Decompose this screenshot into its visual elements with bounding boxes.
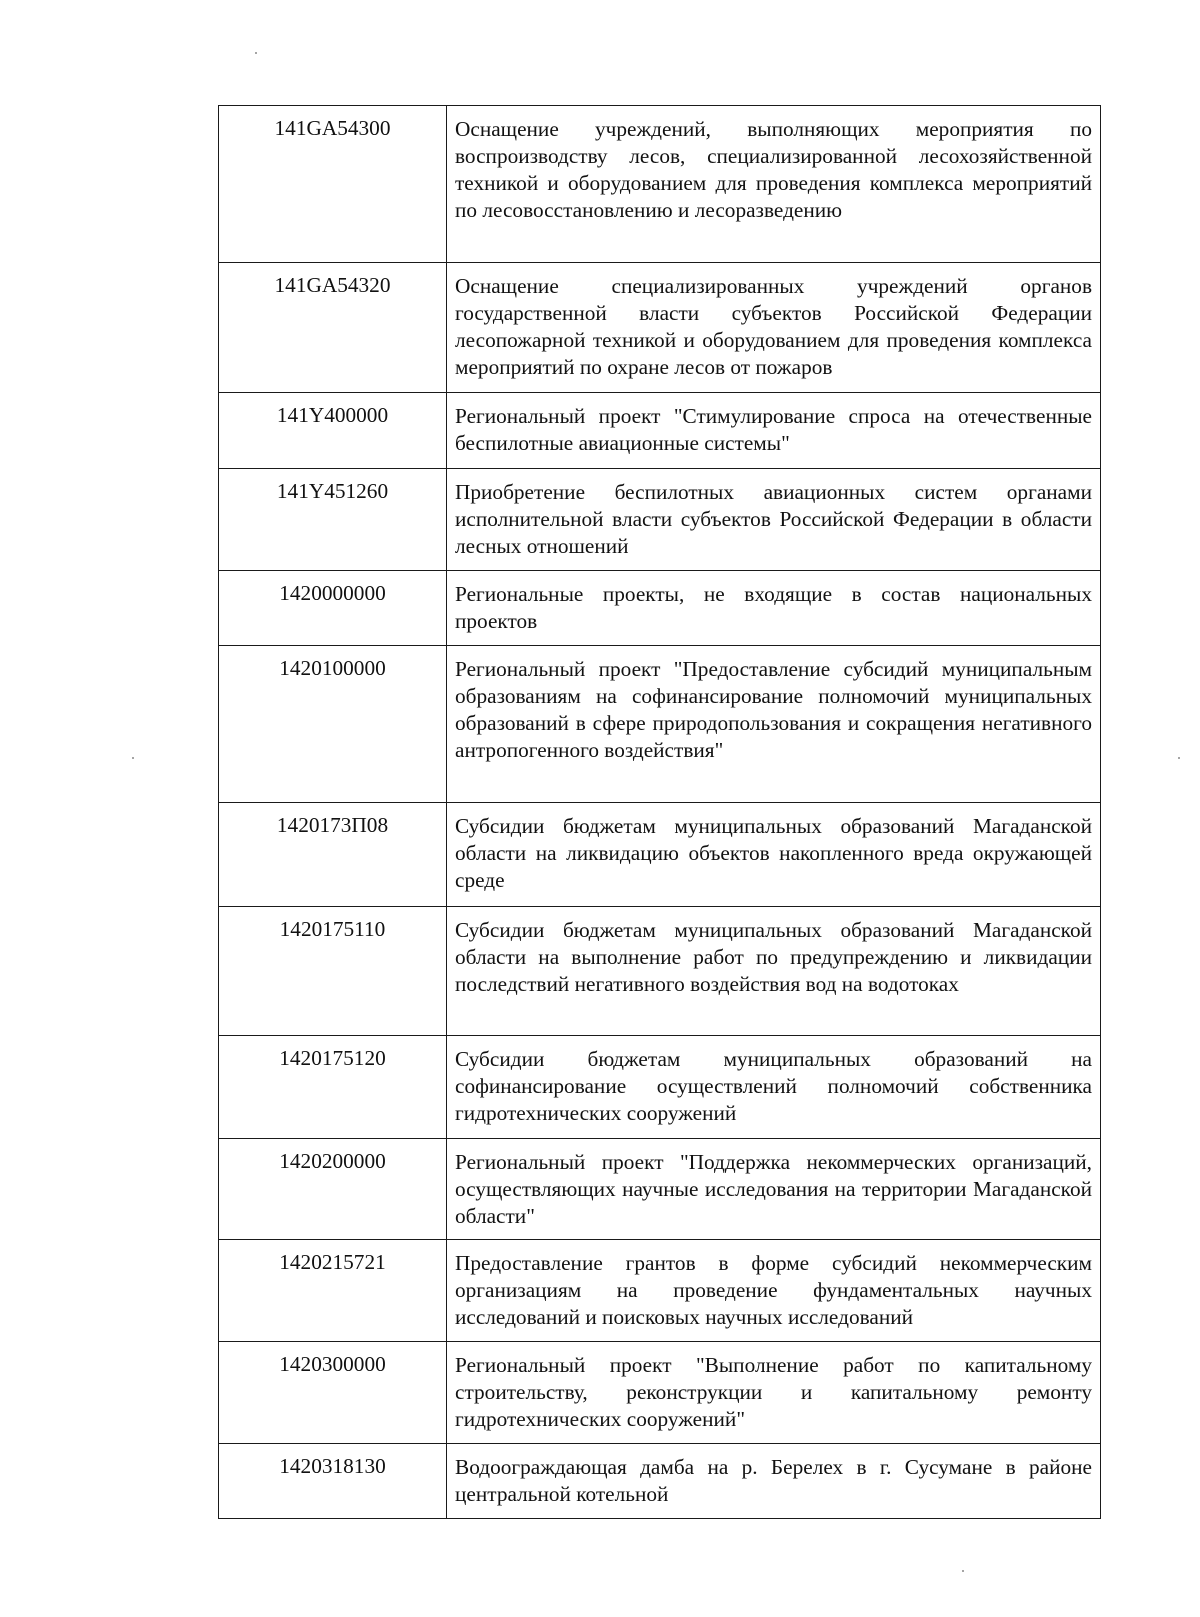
table-row — [219, 571, 1101, 646]
code-cell: 1420215721 — [219, 1240, 447, 1342]
table-row — [219, 393, 1101, 469]
code-cell: 141Y400000 — [219, 393, 447, 469]
code-cell: 141Y451260 — [219, 469, 447, 571]
description-cell: Оснащение учреждений, выполняющих мероприятия по воспроизводству лесов, специализированной лесохозяйственной техникой и оборудованием для проведения комплекса мероприятий по лесовосстановлению и лесоразведению — [447, 106, 1101, 263]
table-row — [219, 263, 1101, 393]
description-cell: Водоограждающая дамба на р. Берелех в г. Сусумане в районе центральной котельной — [447, 1444, 1101, 1519]
description-cell: Региональный проект "Поддержка некоммерческих организаций, осуществляющих научные исследования на территории Магаданской области" — [447, 1139, 1101, 1240]
code-cell: 1420300000 — [219, 1342, 447, 1444]
code-cell: 1420175120 — [219, 1036, 447, 1139]
code-cell: 1420173П08 — [219, 803, 447, 907]
scan-speck — [1178, 757, 1180, 759]
table-body — [219, 106, 1101, 1519]
code-cell: 1420100000 — [219, 646, 447, 803]
code-cell: 1420200000 — [219, 1139, 447, 1240]
description-cell: Субсидии бюджетам муниципальных образований Магаданской области на ликвидацию объектов накопленного вреда окружающей среде — [447, 803, 1101, 907]
table-row — [219, 1240, 1101, 1342]
description-cell: Оснащение специализированных учреждений органов государственной власти субъектов Российской Федерации лесопожарной техникой и оборудованием для проведения комплекса мероприятий по охране лесов от пожаров — [447, 263, 1101, 393]
code-cell: 141GA54320 — [219, 263, 447, 393]
table-row — [219, 1139, 1101, 1240]
scan-speck — [255, 52, 257, 54]
description-cell: Субсидии бюджетам муниципальных образований Магаданской области на выполнение работ по предупреждению и ликвидации последствий негативного воздействия вод на водотоках — [447, 907, 1101, 1036]
scan-speck — [132, 757, 134, 759]
description-cell: Предоставление грантов в форме субсидий некоммерческим организациям на проведение фундаментальных научных исследований и поисковых научных исследований — [447, 1240, 1101, 1342]
description-cell: Региональный проект "Выполнение работ по капитальному строительству, реконструкции и капитальному ремонту гидротехнических сооружений" — [447, 1342, 1101, 1444]
table-row — [219, 803, 1101, 907]
table-row — [219, 1342, 1101, 1444]
table-row — [219, 1444, 1101, 1519]
description-cell: Региональные проекты, не входящие в состав национальных проектов — [447, 571, 1101, 646]
description-cell: Региональный проект "Стимулирование спроса на отечественные беспилотные авиационные системы" — [447, 393, 1101, 469]
code-cell: 141GA54300 — [219, 106, 447, 263]
classification-table — [218, 105, 1101, 1519]
table-row — [219, 907, 1101, 1036]
table-row — [219, 106, 1101, 263]
table-row — [219, 469, 1101, 571]
description-cell: Региональный проект "Предоставление субсидий муниципальным образованиям на софинансирование полномочий муниципальных образований в сфере природопользования и сокращения негативного антропогенного воздействия" — [447, 646, 1101, 803]
table-row — [219, 646, 1101, 803]
code-cell: 1420175110 — [219, 907, 447, 1036]
table-row — [219, 1036, 1101, 1139]
code-cell: 1420318130 — [219, 1444, 447, 1519]
code-cell: 1420000000 — [219, 571, 447, 646]
description-cell: Субсидии бюджетам муниципальных образований на софинансирование осуществлений полномочий собственника гидротехнических сооружений — [447, 1036, 1101, 1139]
description-cell: Приобретение беспилотных авиационных систем органами исполнительной власти субъектов Российской Федерации в области лесных отношений — [447, 469, 1101, 571]
scan-speck — [962, 1570, 964, 1572]
